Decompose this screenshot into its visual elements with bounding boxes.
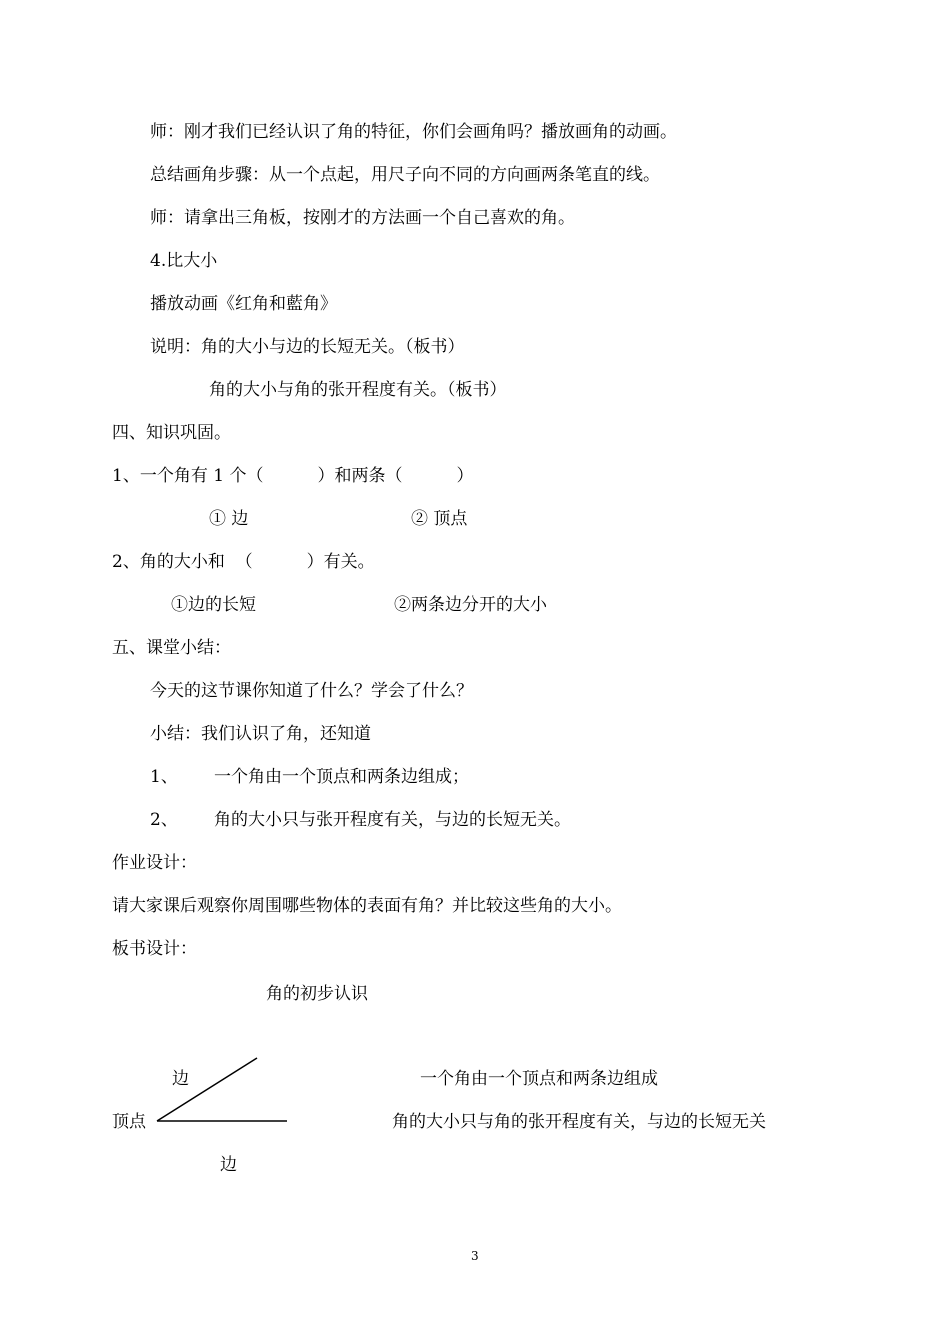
board-fact-2: 角的大小只与角的张开程度有关，与边的长短无关 xyxy=(392,1112,766,1132)
board-heading: 板书设计： xyxy=(112,939,197,959)
summary-item-2-number: 2、 xyxy=(150,810,178,830)
explain-line-1: 说明：角的大小与边的长短无关。（板书） xyxy=(150,337,465,357)
question-2-option-1: ①边的长短 xyxy=(171,595,256,615)
summary-item-1-number: 1、 xyxy=(150,767,178,787)
summary-item-1-text: 一个角由一个顶点和两条边组成； xyxy=(214,767,469,787)
section-4-heading: 四、知识巩固。 xyxy=(112,423,231,443)
question-1-option-2: ② 顶点 xyxy=(411,509,468,529)
board-title: 角的初步认识 xyxy=(266,984,368,1004)
draw-steps-line: 总结画角步骤：从一个点起，用尺子向不同的方向画两条笔直的线。 xyxy=(150,165,660,185)
question-1: 1、一个角有 1 个（ ）和两条（ ） xyxy=(112,466,474,486)
teacher-draw-line: 师：刚才我们已经认识了角的特征，你们会画角吗？播放画角的动画。 xyxy=(150,122,677,142)
label-edge-top: 边 xyxy=(172,1069,189,1089)
question-2-option-2: ②两条边分开的大小 xyxy=(394,595,547,615)
section-5-heading: 五、课堂小结： xyxy=(112,638,231,658)
board-fact-1: 一个角由一个顶点和两条边组成 xyxy=(420,1069,658,1089)
homework-heading: 作业设计： xyxy=(112,853,197,873)
label-vertex: 顶点 xyxy=(112,1112,146,1132)
summary-item-2-text: 角的大小只与张开程度有关，与边的长短无关。 xyxy=(214,810,571,830)
compare-heading: 4.比大小 xyxy=(150,251,218,271)
explain-line-2: 角的大小与角的张开程度有关。（板书） xyxy=(209,380,507,400)
summary-question: 今天的这节课你知道了什么？学会了什么？ xyxy=(150,681,473,701)
page-number: 3 xyxy=(471,1249,479,1263)
play-animation-line: 播放动画《红角和藍角》 xyxy=(150,294,337,314)
question-2: 2、角的大小和 （ ）有关。 xyxy=(112,552,375,572)
teacher-triangle-line: 师：请拿出三角板，按刚才的方法画一个自己喜欢的角。 xyxy=(150,208,575,228)
homework-text: 请大家课后观察你周围哪些物体的表面有角？并比较这些角的大小。 xyxy=(112,896,622,916)
question-1-option-1: ① 边 xyxy=(209,509,249,529)
summary-intro: 小结：我们认识了角，还知道 xyxy=(150,724,371,744)
label-edge-bottom: 边 xyxy=(220,1155,237,1175)
